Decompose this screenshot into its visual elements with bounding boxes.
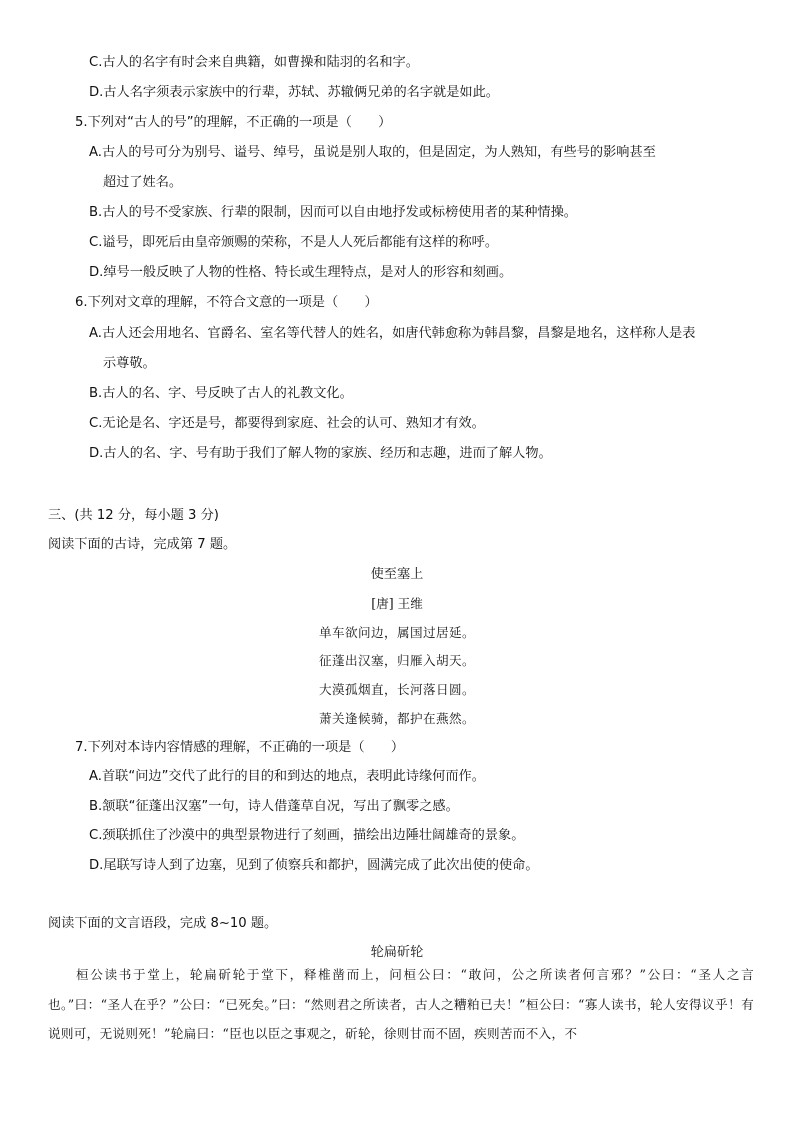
- q6-option-a-continued: 示尊敬。: [103, 356, 156, 371]
- q5-option-c: C.谥号，即死后由皇帝颁赐的荣称，不是人人死后都能有这样的称呼。: [89, 235, 499, 250]
- poem-title: 使至塞上: [370, 567, 424, 582]
- poem-line-3: 大漠孤烟直，长河落日圆。: [319, 682, 475, 697]
- q5-option-d: D.绰号一般反映了人物的性格、特长或生理特点，是对人的形容和刻画。: [89, 265, 513, 280]
- poem-author: [唐] 王维: [371, 596, 423, 611]
- q5-stem: 5.下列对“古人的号”的理解，不正确的一项是（ ）: [75, 115, 392, 130]
- passage-title: 轮扁斫轮: [370, 945, 424, 960]
- poem-line-2: 征蓬出汉塞，归雁入胡天。: [319, 653, 475, 668]
- poem-line-1: 单车欲问边，属国过居延。: [319, 625, 475, 640]
- q6-option-b: B.古人的名、字、号反映了古人的礼教文化。: [89, 386, 353, 401]
- passage-instruction: 阅读下面的文言语段，完成 8~10 题。: [48, 916, 278, 931]
- q5-option-a: A.古人的号可分为别号、谥号、绰号，虽说是别人取的，但是固定，为人熟知，有些号的影响甚至: [89, 145, 656, 160]
- passage-text: 桓公读书于堂上，轮扁斫轮于堂下，释椎凿而上，问桓公曰：“敢问，公之所读者何言邪？”公曰：“圣人之言也。”曰：“圣人在乎？”公曰：“已死矣。”曰：“然则君之所读者，古人之糟粕已夫！”桓公曰：“寡人读书，轮人安得议乎！有说则可，无说则死！”轮扁曰：“臣也以臣之事观之，斫轮，徐则甘而不固，疾则苦而不入，不: [48, 967, 754, 1041]
- q6-stem: 6.下列对文章的理解，不符合文意的一项是（ ）: [75, 295, 378, 310]
- q6-option-d: D.古人的名、字、号有助于我们了解人物的家族、经历和志趣，进而了解人物。: [89, 446, 552, 461]
- poem-instruction: 阅读下面的古诗，完成第 7 题。: [48, 537, 237, 552]
- q7-option-a: A.首联“问边”交代了此行的目的和到达的地点，表明此诗缘何而作。: [89, 769, 485, 784]
- section-heading: 三、(共 12 分，每小题 3 分): [48, 508, 219, 523]
- q7-option-c: C.颈联抓住了沙漠中的典型景物进行了刻画，描绘出边陲壮阔雄奇的景象。: [89, 828, 525, 843]
- q6-option-a: A.古人还会用地名、官爵名、室名等代替人的姓名，如唐代韩愈称为韩昌黎，昌黎是地名，这样称人是表: [89, 326, 696, 341]
- q4-option-d: D.古人名字须表示家族中的行辈，苏轼、苏辙俩兄弟的名字就是如此。: [89, 85, 499, 100]
- q7-stem: 7.下列对本诗内容情感的理解，不正确的一项是（ ）: [75, 740, 405, 755]
- q5-option-a-continued: 超过了姓名。: [103, 175, 183, 190]
- q5-option-b: B.古人的号不受家族、行辈的限制，因而可以自由地抒发或标榜使用者的某种情操。: [89, 205, 577, 220]
- q6-option-c: C.无论是名、字还是号，都要得到家庭、社会的认可、熟知才有效。: [89, 416, 485, 431]
- q4-option-c: C.古人的名字有时会来自典籍，如曹操和陆羽的名和字。: [89, 55, 419, 70]
- q7-option-b: B.颔联“征蓬出汉塞”一句，诗人借蓬草自况，写出了飘零之感。: [89, 799, 459, 814]
- poem-line-4: 萧关逢候骑，都护在燕然。: [319, 711, 475, 726]
- q7-option-d: D.尾联写诗人到了边塞，见到了侦察兵和都护，圆满完成了此次出使的使命。: [89, 858, 539, 873]
